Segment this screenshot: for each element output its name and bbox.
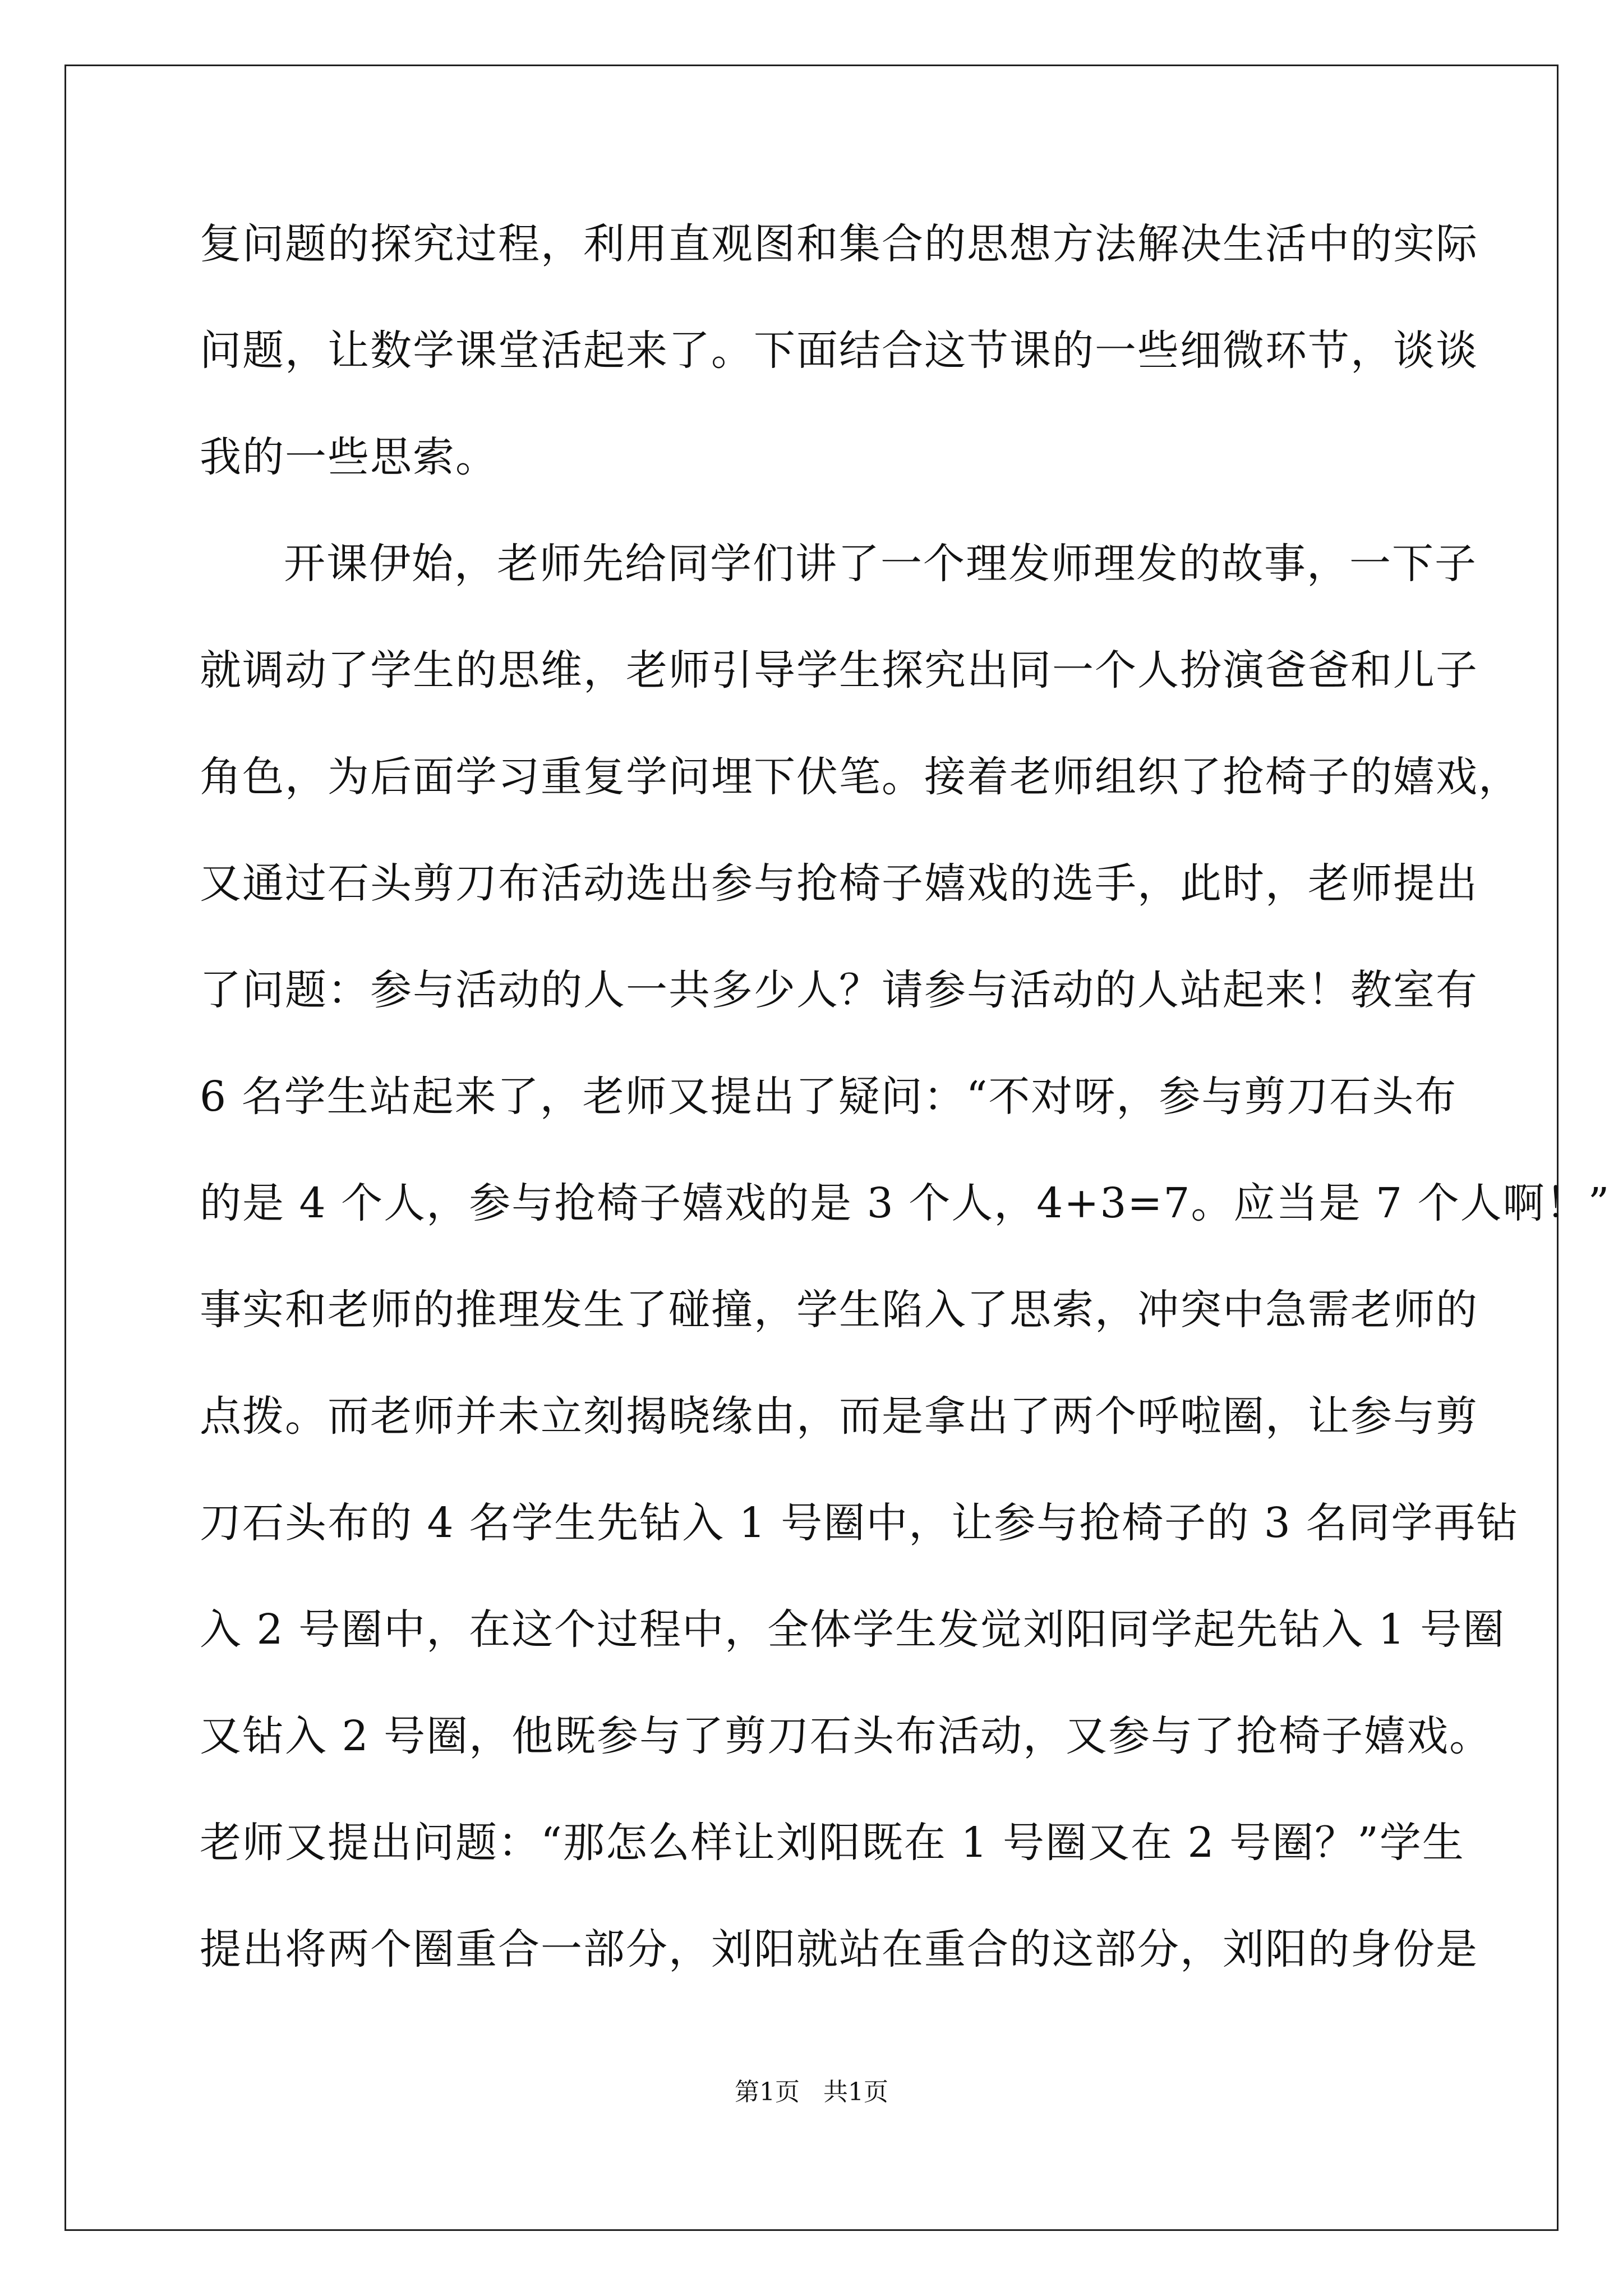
text-line-10: 的是 4 个人，参与抢椅子嬉戏的是 3 个人，4+3=7。应当是 7 个人啊！” <box>200 1179 1611 1227</box>
text-line-2: 问题，让数学课堂活起来了。下面结合这节课的一些细微环节，谈谈 <box>200 326 1478 375</box>
text-line-4: 开课伊始，老师先给同学们讲了一个理发师理发的故事，一下子 <box>284 540 1477 588</box>
text-line-13: 刀石头布的 4 名学生先钻入 1 号圈中，让参与抢椅子的 3 名同学再钻 <box>200 1499 1519 1547</box>
text-line-14: 入 2 号圈中，在这个过程中，全体学生发觉刘阳同学起先钻入 1 号圈 <box>200 1605 1506 1654</box>
text-line-9: 6 名学生站起来了，老师又提出了疑问：“不对呀，参与剪刀石头布 <box>200 1073 1458 1121</box>
text-line-17: 提出将两个圈重合一部分，刘阳就站在重合的这部分，刘阳的身份是 <box>200 1925 1478 1973</box>
text-line-1: 复问题的探究过程，利用直观图和集合的思想方法解决生活中的实际 <box>200 220 1478 268</box>
text-line-6: 角色，为后面学习重复学问埋下伏笔。接着老师组织了抢椅子的嬉戏， <box>200 753 1521 801</box>
text-line-8: 了问题：参与活动的人一共多少人？请参与活动的人站起来！教室有 <box>200 966 1478 1014</box>
text-line-15: 又钻入 2 号圈，他既参与了剪刀石头布活动，又参与了抢椅子嬉戏。 <box>200 1712 1492 1760</box>
text-line-12: 点拨。而老师并未立刻揭晓缘由，而是拿出了两个呼啦圈，让参与剪 <box>200 1392 1478 1441</box>
text-line-3: 我的一些思索。 <box>200 433 498 481</box>
text-line-7: 又通过石头剪刀布活动选出参与抢椅子嬉戏的选手，此时，老师提出 <box>200 859 1478 908</box>
text-line-5: 就调动了学生的思维，老师引导学生探究出同一个人扮演爸爸和儿子 <box>200 646 1478 694</box>
page-footer: 第1页 共1页 <box>735 2078 888 2106</box>
text-line-16: 老师又提出问题：“那怎么样让刘阳既在 1 号圈又在 2 号圈？”学生 <box>200 1819 1465 1867</box>
text-line-11: 事实和老师的推理发生了碰撞，学生陷入了思索，冲突中急需老师的 <box>200 1286 1478 1334</box>
page-border <box>64 65 1611 2231</box>
